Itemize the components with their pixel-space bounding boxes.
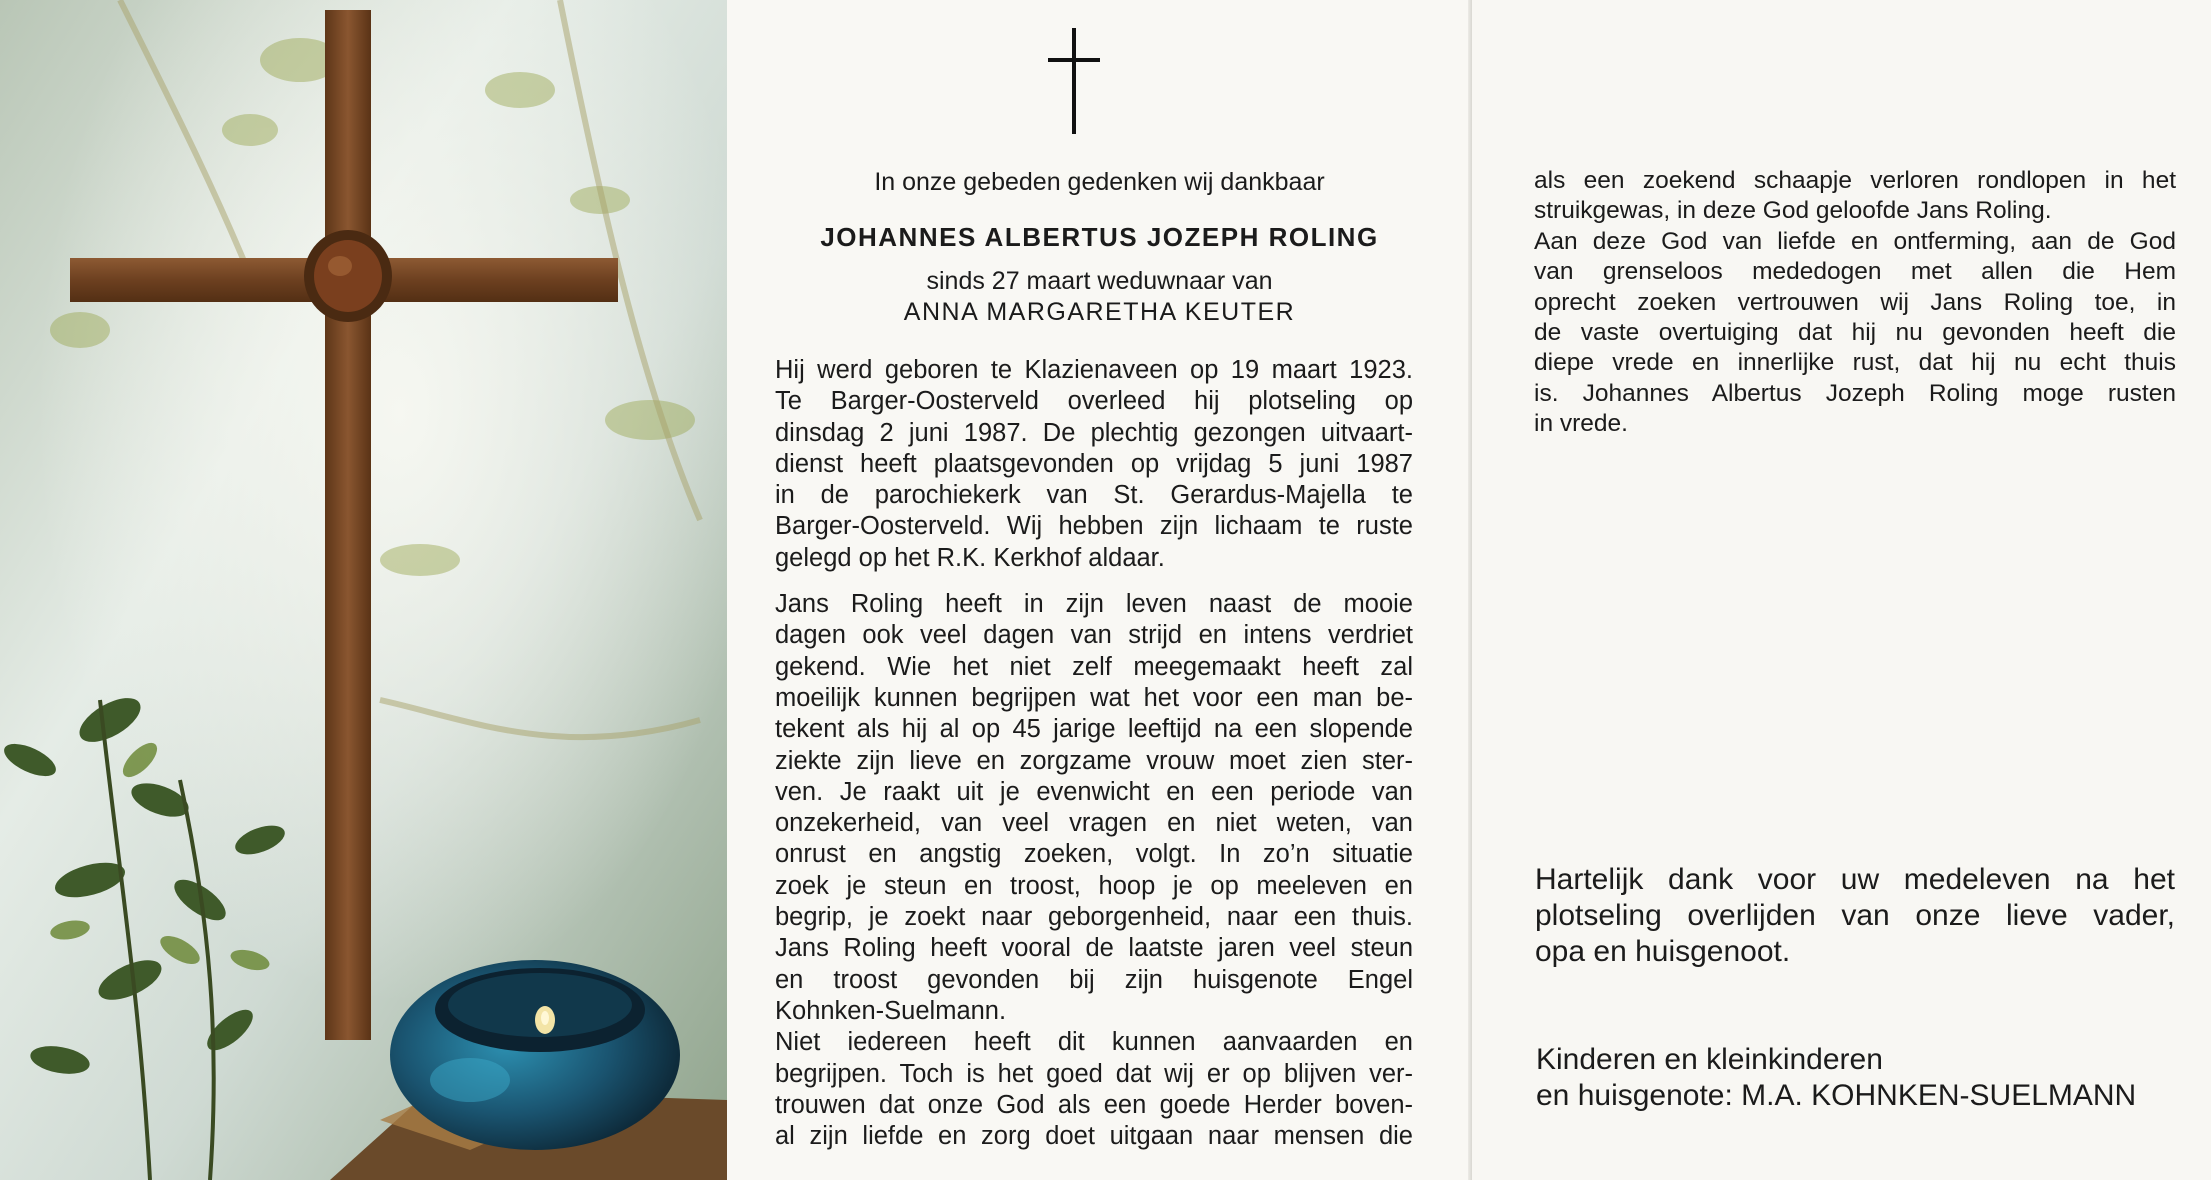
biography-line: ziekte zijn lieve en zorgzame vrouw moet zien ster-	[775, 746, 1413, 775]
biography-line: onrust en angstig zoeken, volgt. In zo’n situatie	[775, 840, 1413, 869]
biography-line: zoek je steun en troost, hoop je op meeleven en	[775, 871, 1413, 900]
signature-line-2: en huisgenote: M.A. KOHNKEN-SUELMANN	[1536, 1079, 2137, 1112]
biography-line: onzekerheid, van veel vragen en niet weten, van	[775, 809, 1413, 838]
thanks-line: plotseling overlijden van onze lieve vader,	[1535, 899, 2175, 932]
biography-line: trouwen dat onze God als een goede Herder boven-	[775, 1090, 1413, 1119]
biography-text	[775, 355, 1413, 1152]
biography-line: begrip, je zoekt naar geborgenheid, naar een thuis.	[775, 903, 1413, 932]
biography-line: in de parochiekerk van St. Gerardus-Majella te	[775, 481, 1413, 510]
biography-line: tekent als hij al op 45 jarige leeftijd na een slopende	[775, 715, 1413, 744]
biography-line: en troost gevonden bij zijn huisgenote Engel	[775, 965, 1413, 994]
prayer-line: Aan deze God van liefde en ontferming, aan de God	[1534, 227, 2176, 255]
biography-line: Jans Roling heeft in zijn leven naast de mooie	[775, 590, 1413, 619]
thanks-line: opa en huisgenoot.	[1535, 935, 1791, 968]
biography-line: begrijpen. Toch is het goed dat wij er op blijven ver-	[775, 1059, 1413, 1088]
prayer-line: in vrede.	[1534, 410, 1628, 438]
biography-line: dagen ook veel dagen van strijd en intens verdriet	[775, 621, 1413, 650]
biography-line: al zijn liefde en zorg doet uitgaan naar mensen die	[775, 1122, 1413, 1151]
spouse-name: ANNA MARGARETHA KEUTER	[903, 298, 1296, 326]
biography-line: Hij werd geboren te Klazienaveen op 19 maart 1923.	[775, 356, 1413, 384]
biography-line: Niet iedereen heeft dit kunnen aanvaarden en	[775, 1028, 1413, 1057]
prayer-line: oprecht zoeken vertrouwen wij Jans Roling toe, in	[1534, 288, 2176, 316]
memorial-photo	[0, 0, 727, 1180]
biography-line: dienst heeft plaatsgevonden op vrijdag 5 juni 1987	[775, 449, 1413, 478]
prayer-line: struikgewas, in deze God geloofde Jans Roling.	[1534, 197, 2052, 225]
thanks-text	[1535, 862, 2175, 970]
prayer-line: diepe vrede en innerlijke rust, dat hij nu echt thuis	[1534, 349, 2176, 377]
signature-line-1: Kinderen en kleinkinderen	[1536, 1043, 1883, 1076]
prayer-line: als een zoekend schaapje verloren rondlopen in het	[1534, 167, 2176, 194]
biography-line: Kohnken-Suelmann.	[775, 996, 1007, 1025]
prayer-line: van grenseloos mededogen met allen die Hem	[1534, 258, 2176, 286]
deceased-name: JOHANNES ALBERTUS JOZEPH ROLING	[820, 222, 1379, 252]
signature	[1536, 1042, 2136, 1114]
biography-line: Jans Roling heeft vooral de laatste jaren veel steun	[775, 934, 1413, 963]
biography-line: gelegd op het R.K. Kerkhof aldaar.	[775, 543, 1165, 572]
prayer-line: de vaste overtuiging dat hij nu gevonden heeft die	[1534, 318, 2176, 346]
biography-line: gekend. Wie het niet zelf meegemaakt heeft zal	[775, 652, 1413, 681]
biography-line: Barger-Oosterveld. Wij hebben zijn lichaam te ruste	[775, 512, 1413, 541]
cross-icon	[1048, 28, 1100, 134]
biography-line: Te Barger-Oosterveld overleed hij plotseling op	[775, 387, 1413, 416]
prayer-line: is. Johannes Albertus Jozeph Roling moge rusten	[1534, 379, 2176, 407]
heading: In onze gebeden gedenken wij dankbaar	[874, 168, 1325, 196]
biography-line: dinsdag 2 juni 1987. De plechtig gezongen uitvaart-	[775, 418, 1413, 447]
widower-line: sinds 27 maart weduwnaar van	[926, 267, 1273, 295]
prayer-text	[1534, 166, 2176, 440]
biography-line: moeilijk kunnen begrijpen wat het voor een man be-	[775, 683, 1413, 712]
biography-line: ven. Je raakt uit je evenwicht en een periode van	[775, 777, 1413, 806]
thanks-line: Hartelijk dank voor uw medeleven na het	[1535, 863, 2175, 896]
